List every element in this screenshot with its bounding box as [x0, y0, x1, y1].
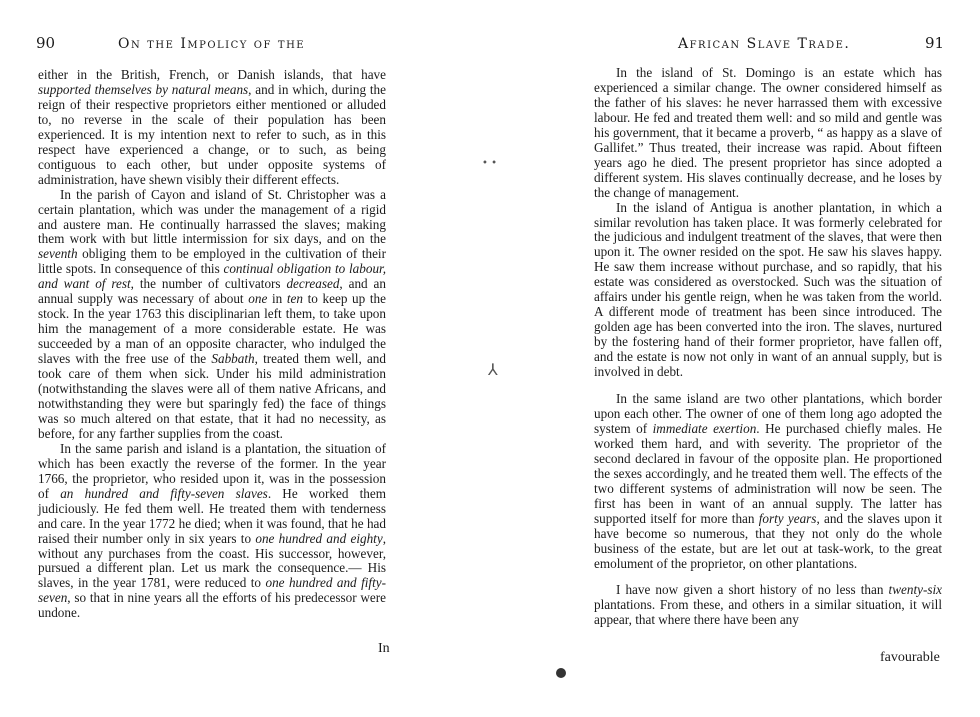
page-number: 90 — [36, 34, 56, 52]
italic-text: seventh — [38, 246, 78, 262]
paragraph — [38, 188, 386, 442]
text-run: either in the British, French, or Danish islands, that have — [38, 67, 386, 82]
binding-mark — [556, 668, 566, 678]
text-run: , treated them well, and took care of them when sick. Under his mild administration (notwithstanding the slaves were all of them native Africans, and notwithstanding they were but sparingly fed) the face of things was so much altered on that estate, that it had no necessity, as before, for any farther supplies from the coast. — [38, 351, 386, 441]
binding-mark: ⅄ — [488, 360, 498, 379]
italic-text: twenty-six — [888, 582, 942, 598]
text-run: , the number of cultivators — [130, 276, 287, 292]
italic-text: Sabbath — [211, 351, 255, 367]
text-run: , without any purchases from the coast. His successor, however, pursued a different plan. Let us mark the consequence.— His slaves, in the year 1781, were reduced to — [38, 530, 386, 591]
text-run: , and the slaves upon it have become so numerous, that they not only do the whole business of the estate, but are let out at task-work, to the great emolument of the proprietor, on other plantations. — [594, 510, 942, 571]
italic-text: one — [248, 291, 268, 307]
text-run: plantations. From these, and others in a similar situation, it will appear, that where there have been any — [594, 597, 942, 628]
page-body — [38, 68, 386, 621]
page-number: 91 — [925, 34, 945, 52]
paragraph — [594, 201, 942, 380]
paragraph — [38, 68, 386, 188]
binding-mark: • • — [482, 158, 497, 169]
text-run: . He worked them judiciously. He fed them well. He treated them with tenderness and care. In the year 1772 he died; when it was found, that he had raised their number only in six years to — [38, 485, 386, 546]
text-run: In the island of St. Domingo is an estate which has experienced a similar change. The owner considered himself as the father of his slaves: he never harrassed them with excessive labour. He fed and treated them well: and so mild and gentle was his government, that it became a proverb, “ as happy as a slave of Gallifet.” Thus treated, their increase was rapid. About fifteen years ago he died. The present proprietor has since adopted a different system. His slaves continually decrease, and he loses by the change of management. — [594, 65, 942, 200]
italic-text: ten — [286, 291, 303, 307]
text-run: to keep up the stock. In the year 1763 this disciplinarian left them, to take upon him the management of a more considerable estate. He was succeeded by a man of an opposite character, who indulged the slaves with the free use of the — [38, 291, 386, 367]
text-run: In the same parish and island is a plantation, the situation of which has been exactly the reverse of the former. In the year 1766, the proprietor, who resided upon it, was in the possession of — [38, 440, 386, 501]
italic-text: immediate exertion — [652, 420, 757, 436]
page-body — [594, 66, 942, 628]
paragraph — [594, 583, 942, 628]
paragraph — [594, 392, 942, 571]
italic-text: an hundred and fifty-seven slaves — [60, 485, 268, 501]
text-run: in — [267, 291, 287, 307]
italic-text: one hundred and eighty — [255, 530, 383, 546]
running-head: African Slave Trade. — [678, 36, 851, 52]
right-page — [580, 0, 980, 717]
paragraph — [594, 66, 942, 201]
catchword: In — [378, 641, 390, 656]
text-run: , and an annual supply was necessary of about — [38, 276, 386, 307]
text-run: , and in which, during the reign of their respective proprietors either mentioned or alluded to, no reverse in the scale of their population has been experienced. It is my intention next to refer to such, as in this respect have experienced a change, or to such, as being contiguous to each other, but under opposite systems of administration, have shewn visibly their different effects. — [38, 81, 386, 187]
italic-text: supported themselves by natural means — [38, 81, 249, 97]
italic-text: forty years — [758, 510, 817, 526]
text-run: In the island of Antigua is another plantation, in which a similar revolution has taken place. It was formerly celebrated for the judicious and indulgent treatment of the slaves, that were then upon it. The owner resided on the spot. He saw his slaves happy. He saw them increase without purchase, and so rapidly, that his estate was considered as overstocked. Such was the situation of affairs under his gentle reign, when he was taken from the world. A different mode of treatment has been since introduced. The golden age has been converted into the iron. The slaves, nurtured by the fostering hand of their former proprietor, have fallen off, and the estate is now not only in want of an annual supply, but is involved in debt. — [594, 199, 942, 380]
text-run: In the parish of Cayon and island of St. Christopher was a certain plantation, which was under the management of a rigid and austere man. He continually harrassed the slaves; making them work with but little intermission for six days, and on the — [38, 186, 386, 247]
paragraph — [38, 442, 386, 621]
text-run: , so that in nine years all the efforts of his predecessor were undone. — [38, 590, 386, 621]
running-head: On the Impolicy of the — [118, 36, 306, 52]
text-run: obliging them to be employed in the cultivation of their little spots. In consequence of this — [38, 246, 386, 277]
italic-text: continual obligation to labour, and want of rest — [38, 261, 387, 292]
text-run: . He purchased chiefly males. He worked them hard, and with severity. The proprietor of the second declared in favour of the opposite plan. He proportioned the sexes accordingly, and he treated them well. The effects of the two different systems of administration will now be seen. The first has been in want of an annual supply. The latter has supported itself for more than — [594, 420, 943, 526]
catchword: favourable — [880, 650, 940, 665]
italic-text: one hundred and fifty-seven — [38, 575, 387, 606]
text-run: I have now given a short history of no less than — [616, 582, 889, 598]
left-page — [0, 0, 400, 717]
text-run: In the same island are two other plantations, which border upon each other. The owner of one of them long ago adopted the system of — [594, 391, 942, 436]
italic-text: decreased — [286, 276, 340, 292]
